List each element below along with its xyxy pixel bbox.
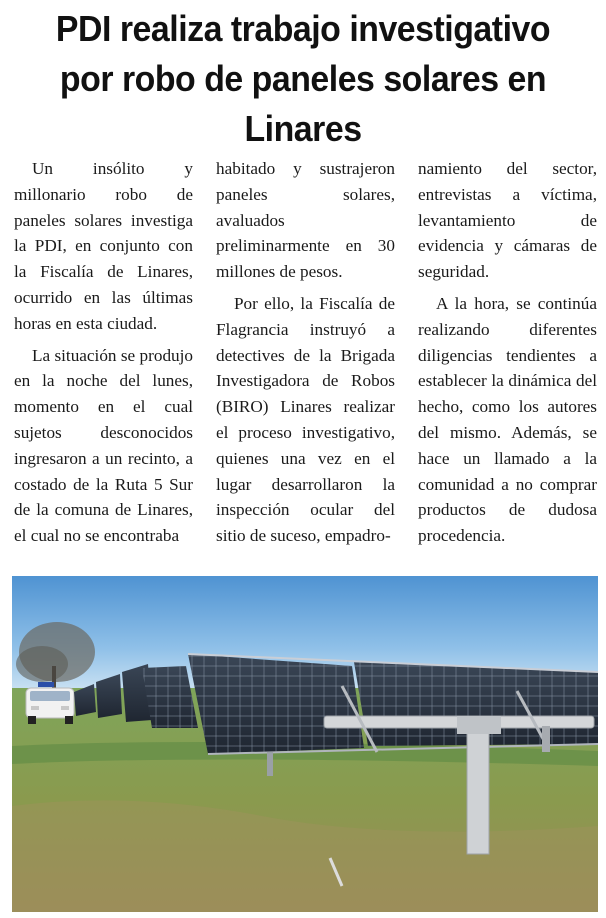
headline-line-2: por robo de paneles solares en xyxy=(59,58,547,99)
paragraph: Un insólito y millonario robo de paneles solares investiga la PDI, en conjunto con la Fiscalía de Linares, ocurrido en las últimas horas en esta ciudad. xyxy=(14,159,193,333)
solar-farm-photo xyxy=(12,576,598,912)
article-column-1 xyxy=(14,156,193,568)
paragraph: Por ello, la Fiscalía de Flagrancia instruyó a detectives de la Brigada Investigadora de Robos (BIRO) Linares realizar el proceso investigativo, quienes una vez en el lugar desarrollaron la inspección ocular del sitio de suceso, empadro- xyxy=(216,293,395,546)
headline-line-3: Linares xyxy=(244,108,362,149)
paragraph: A la hora, se continúa realizando diferentes diligencias tendientes a establecer la dinámica del hecho, como los autores del mismo. Además, se hace un llamado a la comunidad a no comprar productos de dudosa procedencia. xyxy=(418,293,597,546)
article-column-2 xyxy=(216,156,395,568)
paragraph: namiento del sector, entrevistas a víctima, levantamiento de evidencia y cámaras de seguridad. xyxy=(418,159,597,282)
solar-farm-illustration xyxy=(12,576,598,912)
article-column-3 xyxy=(418,156,597,568)
pdi-vehicle xyxy=(26,682,74,724)
paragraph: La situación se produjo en la noche del lunes, momento en el cual sujetos desconocidos ingresaron a un recinto, a costado de la Ruta 5 Sur de la comuna de Linares, el cual no se encontraba xyxy=(14,345,193,546)
headline xyxy=(26,4,581,154)
headline-line-1: PDI realiza trabajo investigativo xyxy=(55,8,551,49)
article-body xyxy=(14,156,598,568)
paragraph: habitado y sustrajeron paneles solares, avaluados preliminarmente en 30 millones de pesos. xyxy=(216,159,395,282)
